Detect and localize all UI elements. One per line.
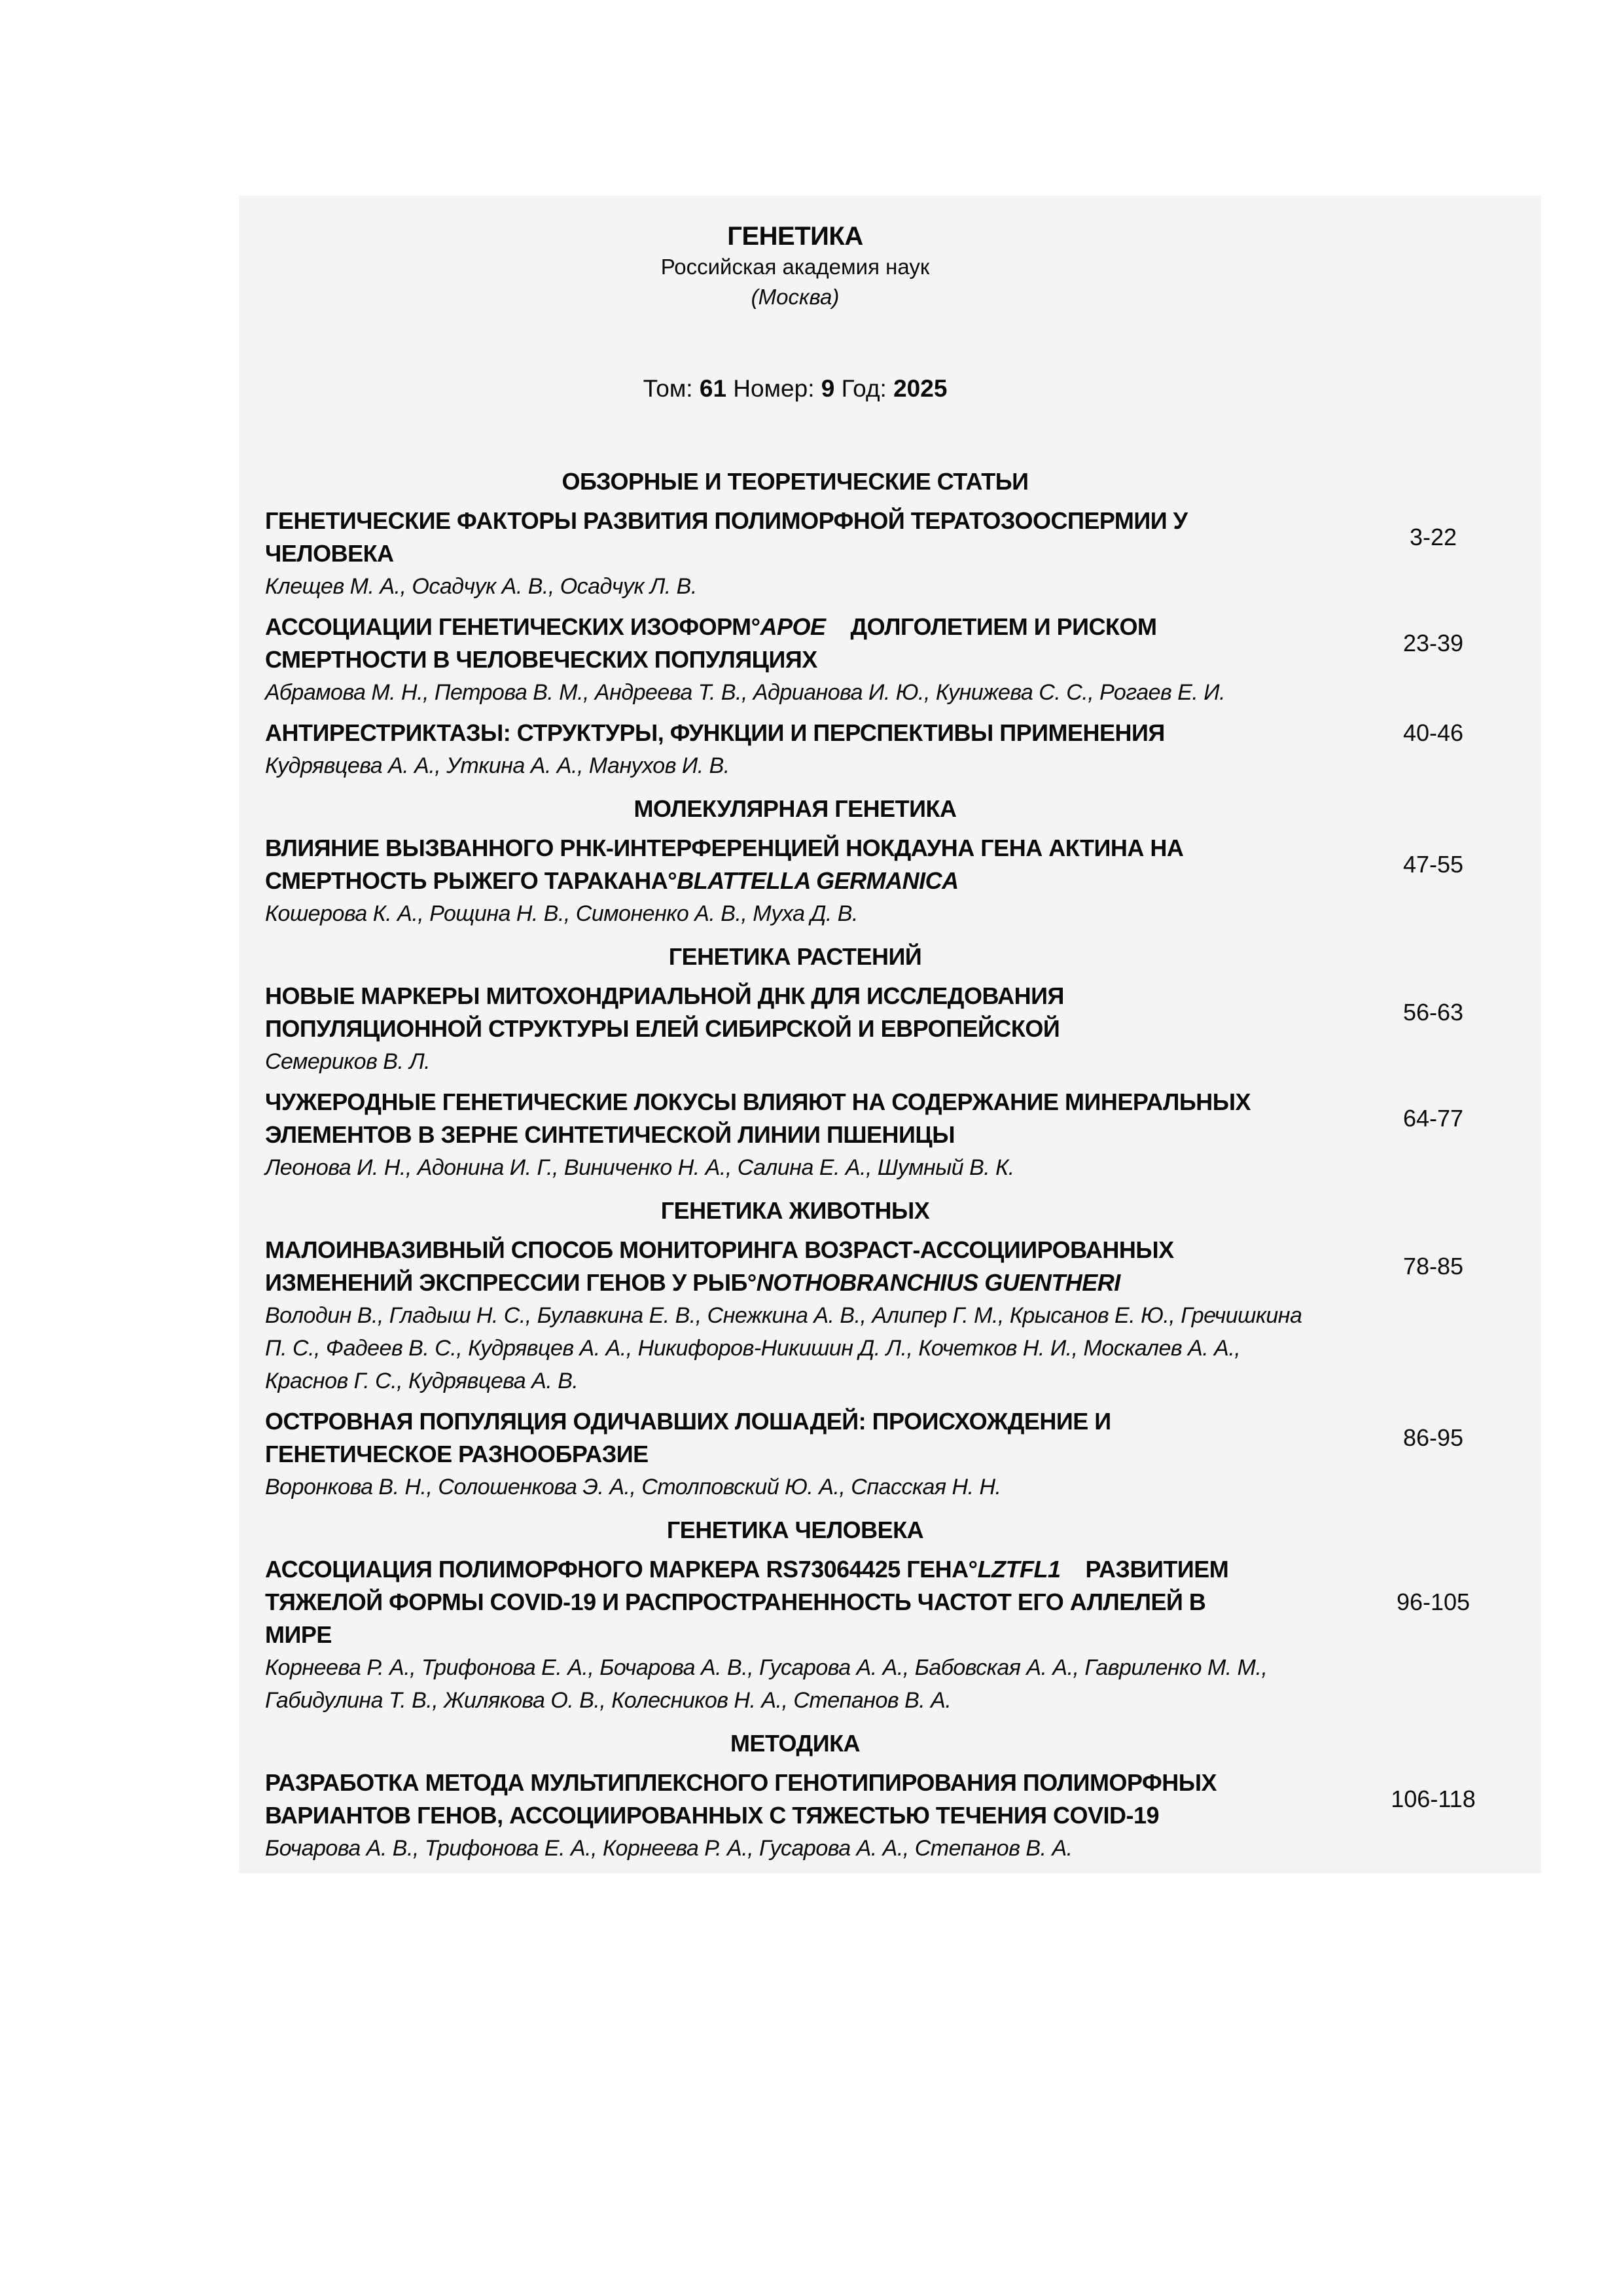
text-run: ЧЕЛОВЕКА [265,540,394,567]
text-run: ЭЛЕМЕНТОВ В ЗЕРНЕ СИНТЕТИЧЕСКОЙ ЛИНИИ ПШЕНИЦЫ [265,1121,955,1148]
section-heading: МОЛЕКУЛЯРНАЯ ГЕНЕТИКА [633,795,957,822]
section-heading: ГЕНЕТИКА РАСТЕНИЙ [668,943,922,970]
article-authors: Леонова И. Н., Адонина И. Г., Виниченко Н. А., Салина Е. А., Шумный В. К. [265,1155,1014,1180]
article-title [265,1405,1325,1471]
article-page-range: 40-46 [1402,719,1464,746]
text-run: РАЗВИТИЕМ [1060,1556,1229,1583]
article-page-range: 56-63 [1402,999,1464,1026]
article-page-range: 78-85 [1402,1253,1464,1280]
text-run: Номер: [726,375,821,402]
journal-city: (Москва) [751,285,840,309]
article-title-row [265,1234,1541,1299]
section-heading: ОБЗОРНЫЕ И ТЕОРЕТИЧЕСКИЕ СТАТЬИ [562,468,1029,495]
article-title-row [265,1767,1541,1832]
article-page-range: 3-22 [1409,524,1457,550]
article-title-row [265,717,1541,749]
text-run: АССОЦИАЦИЯ ПОЛИМОРФНОГО МАРКЕРА RS73064425 ГЕНА° [265,1556,978,1583]
article-title [265,1086,1325,1151]
section-heading: МЕТОДИКА [730,1730,861,1757]
article-title-row [265,505,1541,570]
gene-name-italic: BLATTELLA GERMANICA [677,867,959,894]
article-title [265,611,1325,676]
article-page-range: 86-95 [1402,1424,1464,1451]
article-title [265,832,1325,897]
toc-article-row [265,1405,1541,1503]
article-title [265,1234,1325,1299]
article-title-row [265,611,1541,676]
toc-article-row [265,611,1541,709]
text-run: ЧУЖЕРОДНЫЕ ГЕНЕТИЧЕСКИЕ ЛОКУСЫ ВЛИЯЮТ НА СОДЕРЖАНИЕ МИНЕРАЛЬНЫХ [265,1088,1251,1115]
article-title [265,1767,1325,1832]
toc-article-row [265,1086,1541,1184]
article-authors: Бочарова А. В., Трифонова Е. А., Корнеева Р. А., Гусарова А. А., Степанов В. А. [265,1836,1073,1861]
text-run: МИРЕ [265,1621,332,1648]
text-run: МАЛОИНВАЗИВНЫЙ СПОСОБ МОНИТОРИНГА ВОЗРАСТ-АССОЦИИРОВАННЫХ [265,1236,1174,1263]
text-run: 61 [699,375,727,402]
article-title-row [265,1553,1541,1651]
text-run: ГЕНЕТИЧЕСКОЕ РАЗНООБРАЗИЕ [265,1441,649,1467]
text-run: ИЗМЕНЕНИЙ ЭКСПРЕССИИ ГЕНОВ У РЫБ° [265,1269,757,1296]
article-title-row [265,1405,1541,1471]
text-run: АССОЦИАЦИИ ГЕНЕТИЧЕСКИХ ИЗОФОРМ° [265,613,760,640]
toc-article-row [265,1767,1541,1865]
toc-article-row [265,1553,1541,1717]
article-title [265,717,1325,749]
text-run: Год: [834,375,894,402]
article-page-range: 96-105 [1396,1588,1471,1615]
article-authors: Кошерова К. А., Рощина Н. В., Симоненко А. В., Муха Д. В. [265,901,858,926]
article-title [265,980,1325,1045]
text-run: 9 [821,375,835,402]
journal-publisher: Российская академия наук [660,255,930,279]
journal-title: ГЕНЕТИКА [727,222,863,251]
article-title-row [265,980,1541,1045]
gene-name-italic: LZTFL1 [977,1556,1061,1583]
article-title-row [265,1086,1541,1151]
text-run: СМЕРТНОСТИ В ЧЕЛОВЕЧЕСКИХ ПОПУЛЯЦИЯХ [265,646,817,673]
article-authors: Клещев М. А., Осадчук А. В., Осадчук Л. В. [265,574,697,599]
article-title [265,505,1325,570]
article-authors: Корнеева Р. А., Трифонова Е. А., Бочарова А. В., Гусарова А. А., Бабовская А. А., Гавриленко М. М., Габидулина Т. В., Жилякова О. В., Колесников Н. А., Степанов В. А. [265,1655,1268,1713]
article-page-range: 106-118 [1391,1785,1476,1812]
text-run: РАЗРАБОТКА МЕТОДА МУЛЬТИПЛЕКСНОГО ГЕНОТИПИРОВАНИЯ ПОЛИМОРФНЫХ [265,1769,1217,1796]
gene-name-italic: APOE [760,613,826,640]
text-run: АНТИРЕСТРИКТАЗЫ: СТРУКТУРЫ, ФУНКЦИИ И ПЕРСПЕКТИВЫ ПРИМЕНЕНИЯ [265,719,1165,746]
text-run: НОВЫЕ МАРКЕРЫ МИТОХОНДРИАЛЬНОЙ ДНК ДЛЯ ИССЛЕДОВАНИЯ [265,982,1064,1009]
text-run: ОСТРОВНАЯ ПОПУЛЯЦИЯ ОДИЧАВШИХ ЛОШАДЕЙ: ПРОИСХОЖДЕНИЕ И [265,1408,1111,1435]
article-authors: Абрамова М. Н., Петрова В. М., Андреева Т. В., Адрианова И. Ю., Кунижева С. С., Рогаев Е. И. [265,680,1226,705]
article-title [265,1553,1325,1651]
text-run: 2025 [893,375,948,402]
toc-sections [265,465,1541,1865]
toc-article-row [265,717,1541,782]
article-authors: Семериков В. Л. [265,1049,431,1074]
article-authors: Кудрявцева А. А., Уткина А. А., Манухов И. В. [265,753,730,778]
issue-info [265,372,1325,405]
masthead [265,221,1325,405]
article-page-range: 23-39 [1402,630,1464,656]
toc-article-row [265,832,1541,930]
toc-article-row [265,1234,1541,1397]
toc-article-row [265,980,1541,1078]
section-heading: ГЕНЕТИКА ЧЕЛОВЕКА [666,1516,924,1543]
toc-sheet [239,196,1541,1873]
text-run: СМЕРТНОСТЬ РЫЖЕГО ТАРАКАНА° [265,867,677,894]
article-authors: Воронкова В. Н., Солошенкова Э. А., Столповский Ю. А., Спасская Н. Н. [265,1475,1001,1499]
gene-name-italic: NOTHOBRANCHIUS GUENTHERI [756,1269,1120,1296]
text-run: ГЕНЕТИЧЕСКИЕ ФАКТОРЫ РАЗВИТИЯ ПОЛИМОРФНОЙ ТЕРАТОЗООСПЕРМИИ У [265,507,1188,534]
text-run: ВАРИАНТОВ ГЕНОВ, АССОЦИИРОВАННЫХ С ТЯЖЕСТЬЮ ТЕЧЕНИЯ COVID-19 [265,1802,1159,1829]
text-run: Том: [643,375,700,402]
text-run: ПОПУЛЯЦИОННОЙ СТРУКТУРЫ ЕЛЕЙ СИБИРСКОЙ И ЕВРОПЕЙСКОЙ [265,1015,1060,1042]
section-heading: ГЕНЕТИКА ЖИВОТНЫХ [660,1197,930,1224]
article-page-range: 64-77 [1402,1105,1464,1132]
text-run: ТЯЖЕЛОЙ ФОРМЫ COVID-19 И РАСПРОСТРАНЕННОСТЬ ЧАСТОТ ЕГО АЛЛЕЛЕЙ В [265,1588,1206,1615]
toc-article-row [265,505,1541,603]
text-run: ДОЛГОЛЕТИЕМ И РИСКОМ [825,613,1157,640]
text-run: ВЛИЯНИЕ ВЫЗВАННОГО РНК-ИНТЕРФЕРЕНЦИЕЙ НОКДАУНА ГЕНА АКТИНА НА [265,834,1184,861]
article-title-row [265,832,1541,897]
article-authors: Володин В., Гладыш Н. С., Булавкина Е. В., Снежкина А. В., Алипер Г. М., Крысанов Е. Ю., Гречишкина П. С., Фадеев В. С., Кудрявцев А. А., Никифоров-Никишин Д. Л., Кочетков Н. И., Москалев А. А., Краснов Г. С., Кудрявцева А. В. [265,1303,1302,1393]
article-page-range: 47-55 [1402,851,1464,878]
